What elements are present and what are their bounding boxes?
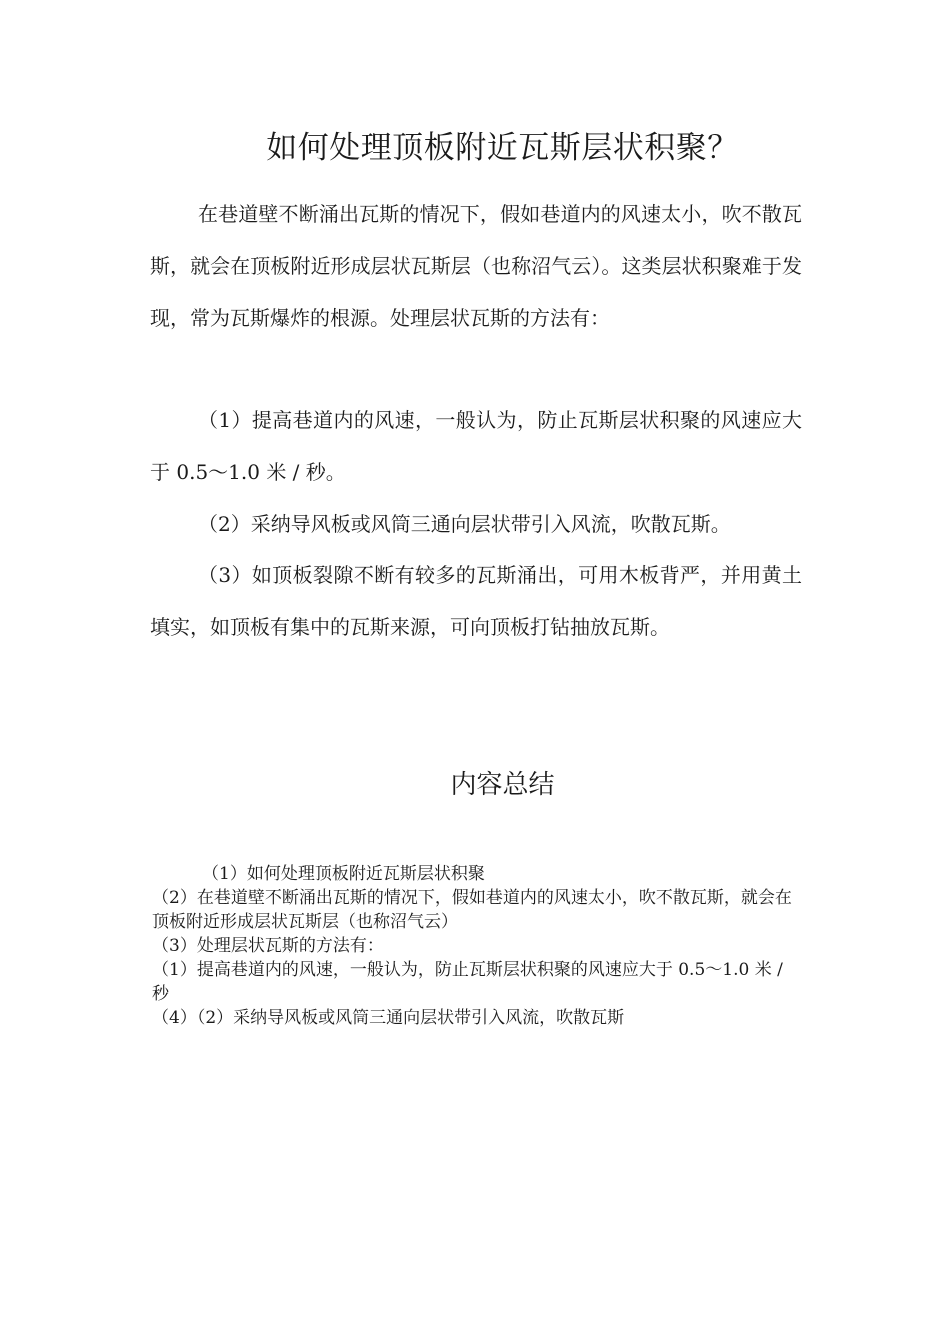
summary-line: （3）处理层状瓦斯的方法有： xyxy=(152,936,384,956)
summary-line: （2）在巷道壁不断涌出瓦斯的情况下，假如巷道内的风速太小，吹不散瓦斯，就会在顶板附近形成层状瓦斯层（也称沼气云） xyxy=(152,888,792,932)
summary-line: （4）（2）采纳导风板或风筒三通向层状带引入风流，吹散瓦斯 xyxy=(152,1008,625,1028)
method-3-paragraph: （3）如顶板裂隙不断有较多的瓦斯涌出，可用木板背严，并用黄土填实，如顶板有集中的瓦斯来源，可向顶板打钻抽放瓦斯。 xyxy=(150,563,802,639)
page-title: 如何处理顶板附近瓦斯层状积聚？ xyxy=(266,130,739,166)
summary-list xyxy=(152,862,792,1030)
summary-title: 内容总结 xyxy=(450,770,555,800)
summary-line: （1）如何处理顶板附近瓦斯层状积聚 xyxy=(202,864,485,884)
summary-line: （1）提高巷道内的风速，一般认为，防止瓦斯层状积聚的风速应大于 0.5～1.0 米 / 秒 xyxy=(152,960,783,1004)
method-1-paragraph: （1）提高巷道内的风速，一般认为，防止瓦斯层状积聚的风速应大于 0.5～1.0 米 / 秒。 xyxy=(150,408,802,484)
method-2-paragraph: （2）采纳导风板或风筒三通向层状带引入风流，吹散瓦斯。 xyxy=(198,512,731,536)
intro-paragraph: 在巷道壁不断涌出瓦斯的情况下，假如巷道内的风速太小，吹不散瓦斯，就会在顶板附近形成层状瓦斯层（也称沼气云）。这类层状积聚难于发现，常为瓦斯爆炸的根源。处理层状瓦斯的方法有： xyxy=(150,202,802,330)
